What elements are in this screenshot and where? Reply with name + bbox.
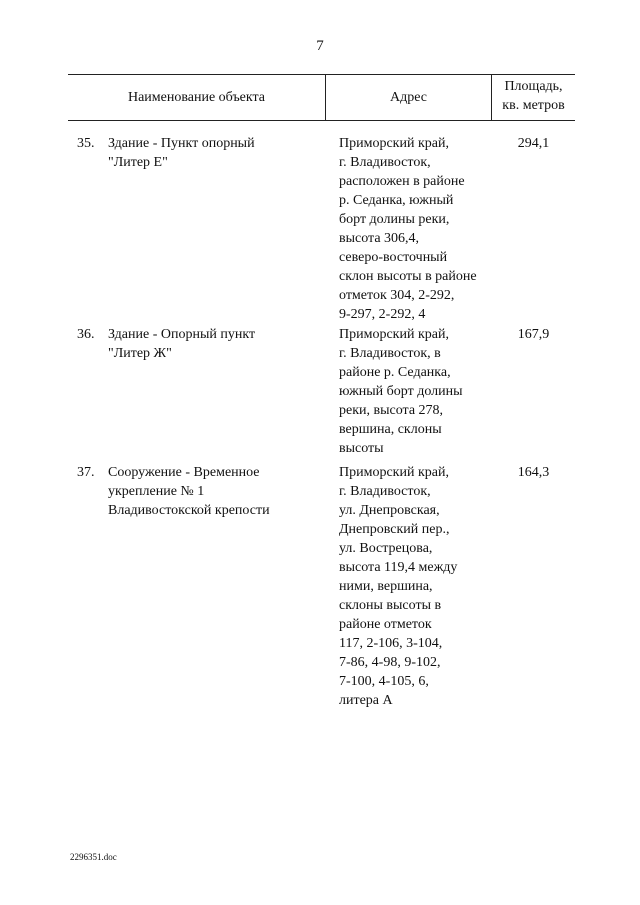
object-name-line: Здание - Опорный пункт [108, 327, 256, 342]
object-area: 167,9 [517, 327, 550, 342]
address-line: ул. Вострецова, [339, 541, 433, 556]
address-line: районе отметок [339, 617, 432, 632]
object-address [339, 463, 489, 710]
address-line: Приморский край, [339, 465, 449, 480]
object-name-line: "Литер Ж" [108, 346, 172, 361]
address-line: литера А [339, 693, 393, 708]
object-name [108, 134, 320, 172]
address-line: реки, высота 278, [339, 403, 444, 418]
object-name [108, 463, 320, 520]
address-line: г. Владивосток, [339, 484, 431, 499]
header-object-name: Наименование объекта [127, 90, 266, 105]
address-line: районе р. Седанка, [339, 365, 451, 380]
object-name-line: Здание - Пункт опорный [108, 136, 255, 151]
address-line: Приморский край, [339, 327, 449, 342]
address-line: Днепровский пер., [339, 522, 450, 537]
address-line: г. Владивосток, [339, 155, 431, 170]
address-line: склон высоты в районе [339, 269, 477, 284]
address-line: Приморский край, [339, 136, 449, 151]
object-area: 294,1 [517, 136, 550, 151]
header-address: Адрес [389, 90, 427, 105]
address-line: г. Владивосток, в [339, 346, 441, 361]
object-area: 164,3 [517, 465, 550, 480]
address-line: ними, вершина, [339, 579, 433, 594]
row-number: 36. [77, 327, 95, 342]
row-number: 35. [77, 136, 95, 151]
address-line: высота 119,4 между [339, 560, 458, 575]
document-filename: 2296351.doc [70, 852, 117, 862]
object-name [108, 325, 320, 363]
address-line: высота 306,4, [339, 231, 420, 246]
object-name-line: "Литер Е" [108, 155, 168, 170]
address-line: расположен в районе [339, 174, 465, 189]
object-name-line: укрепление № 1 [108, 484, 205, 499]
object-address [339, 325, 489, 458]
address-line: северо-восточный [339, 250, 448, 265]
page-number: 7 [316, 38, 324, 54]
object-name-line: Сооружение - Временное [108, 465, 260, 480]
address-line: отметок 304, 2-292, [339, 288, 455, 303]
table-header-bottom-rule [68, 120, 575, 121]
address-line: 117, 2-106, 3-104, [339, 636, 443, 651]
address-line: 7-86, 4-98, 9-102, [339, 655, 441, 670]
address-line: высоты [339, 441, 384, 456]
header-area-line1: Площадь, [504, 79, 563, 94]
address-line: вершина, склоны [339, 422, 442, 437]
address-line: склоны высоты в [339, 598, 442, 613]
address-line: р. Седанка, южный [339, 193, 454, 208]
address-line: 7-100, 4-105, 6, [339, 674, 429, 689]
object-address [339, 134, 489, 324]
address-line: ул. Днепровская, [339, 503, 440, 518]
table-top-rule [68, 74, 575, 75]
header-area [492, 77, 575, 115]
header-area-line2: кв. метров [502, 98, 565, 113]
address-line: борт долины реки, [339, 212, 450, 227]
row-number: 37. [77, 465, 95, 480]
address-line: 9-297, 2-292, 4 [339, 307, 426, 322]
object-name-line: Владивостокской крепости [108, 503, 270, 518]
address-line: южный борт долины [339, 384, 463, 399]
